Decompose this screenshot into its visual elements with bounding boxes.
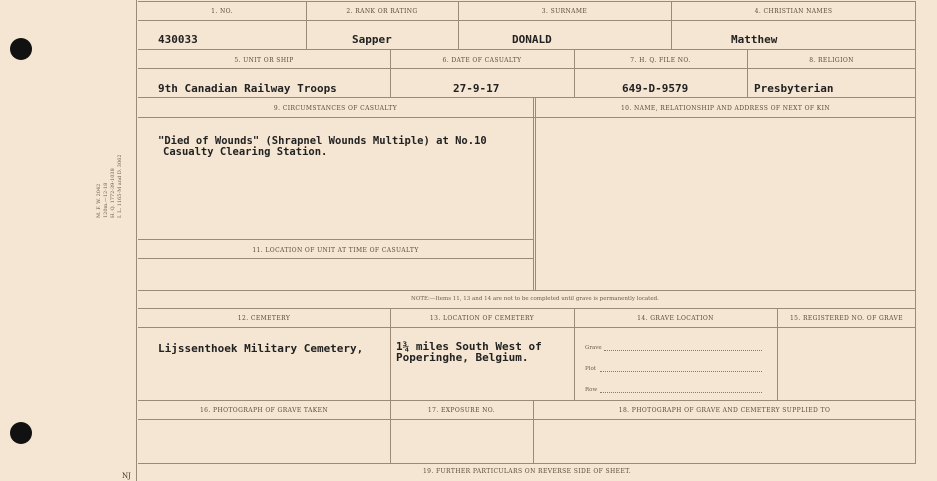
rule — [138, 68, 916, 69]
circumstances-line-1: "Died of Wounds" (Shrapnel Wounds Multiple) at No.10 — [158, 135, 487, 147]
punch-hole-bottom — [10, 422, 32, 444]
header-photo-taken: 16. PHOTOGRAPH OF GRAVE TAKEN — [199, 407, 329, 414]
christian-names-value: Matthew — [731, 33, 778, 46]
cemetery-value: Lijssenthoek Military Cemetery, — [158, 342, 364, 355]
religion-value: Presbyterian — [754, 82, 834, 95]
header-grave-location: 14. GRAVE LOCATION — [637, 315, 714, 322]
side-code-line: I. L. 1165-M and D. 3062 — [117, 154, 123, 218]
corner-mark: NJ — [122, 472, 131, 480]
header-registered-no: 15. REGISTERED NO. OF GRAVE — [789, 315, 904, 322]
unit-value: 9th Canadian Railway Troops — [158, 82, 337, 95]
header-date: 6. DATE OF CASUALTY — [442, 57, 522, 64]
plot-label: Plot — [585, 366, 596, 372]
header-next-of-kin: 10. NAME, RELATIONSHIP AND ADDRESS OF NEXT OF KIN — [620, 105, 831, 112]
header-location-of-unit: 11. LOCATION OF UNIT AT TIME OF CASUALTY — [252, 247, 419, 254]
side-code-line: M. F. W. 2042 — [96, 183, 102, 218]
header-exposure-no: 17. EXPOSURE NO. — [427, 407, 496, 414]
rule — [535, 97, 536, 290]
header-christian-names: 4. CHRISTIAN NAMES — [754, 8, 833, 15]
note-text: NOTE:—Items 11, 13 and 14 are not to be completed until grave is permanently located. — [411, 296, 659, 302]
rule — [138, 1, 916, 2]
row-label: Row — [585, 387, 598, 393]
margin-line — [136, 0, 137, 481]
circumstances-line-2: Casualty Clearing Station. — [163, 146, 328, 158]
rule — [138, 290, 916, 291]
header-rank: 2. RANK OR RATING — [346, 8, 418, 15]
rule — [138, 97, 916, 98]
date-value: 27-9-17 — [453, 82, 500, 95]
plot-dotted-line — [600, 371, 762, 372]
rule — [138, 463, 916, 464]
grave-dotted-line — [604, 350, 762, 351]
header-cemetery: 12. CEMETERY — [237, 315, 291, 322]
surname-value: DONALD — [512, 33, 552, 46]
cemetery-location-line-1: 1¾ miles South West of — [396, 340, 542, 353]
header-photo-supplied: 18. PHOTOGRAPH OF GRAVE AND CEMETERY SUPPLIED TO — [618, 407, 831, 414]
grave-label: Grave — [585, 345, 602, 351]
cemetery-location-line-2: Poperinghe, Belgium. — [396, 351, 529, 364]
rule — [138, 400, 916, 401]
punch-hole-top — [10, 38, 32, 60]
form-side-code — [96, 154, 124, 218]
service-number: 430033 — [158, 33, 198, 46]
side-code-line: 120m.—12-18 — [103, 182, 109, 218]
header-circumstances: 9. CIRCUMSTANCES OF CASUALTY — [273, 105, 398, 112]
row-dotted-line — [600, 392, 762, 393]
rule — [138, 20, 916, 21]
rule — [138, 327, 916, 328]
header-location-of-cemetery: 13. LOCATION OF CEMETERY — [429, 315, 535, 322]
header-further-particulars: 19. FURTHER PARTICULARS ON REVERSE SIDE OF SHEET. — [422, 468, 632, 475]
rank-value: Sapper — [352, 33, 392, 46]
header-surname: 3. SURNAME — [541, 8, 588, 15]
rule — [138, 308, 916, 309]
hq-file-value: 649-D-9579 — [622, 82, 689, 95]
rule — [138, 258, 533, 259]
rule — [915, 1, 916, 463]
header-religion: 8. RELIGION — [809, 57, 854, 64]
side-code-line: H. Q. 1772-39-1038 — [110, 168, 116, 218]
rule — [138, 49, 916, 50]
rule — [138, 419, 916, 420]
rule — [138, 117, 916, 118]
header-no: 1. NO. — [211, 8, 233, 15]
rule — [138, 239, 533, 240]
header-unit: 5. UNIT OR SHIP — [234, 57, 294, 64]
rule — [533, 97, 534, 290]
header-hq-file: 7. H. Q. FILE NO. — [630, 57, 691, 64]
